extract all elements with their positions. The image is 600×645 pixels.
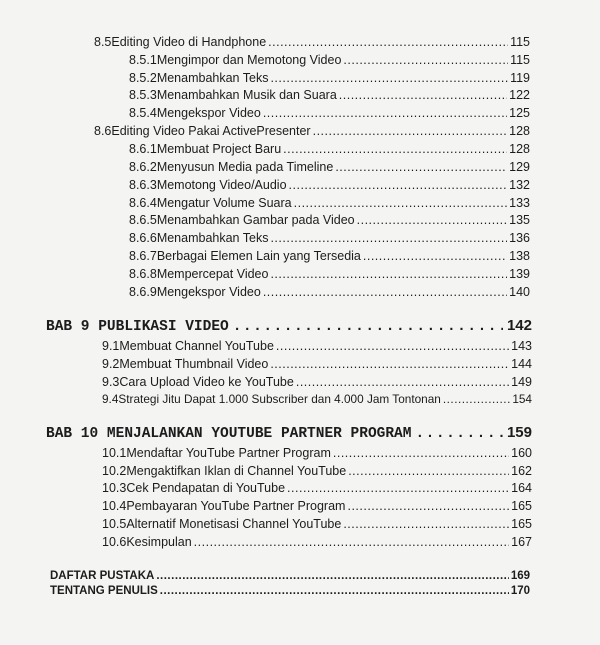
entry-number: 10.1	[102, 446, 127, 460]
entry-title: Menambahkan Teks	[156, 231, 269, 245]
entry-title: Cara Upload Video ke YouTube	[119, 375, 294, 389]
leader-dots	[156, 569, 508, 584]
entry-number: 10.6	[102, 535, 127, 549]
toc-entry-8-6-3	[129, 177, 530, 193]
leader-dots	[263, 284, 507, 300]
entry-page: 162	[511, 464, 532, 478]
entry-title: Menambahkan Gambar pada Video	[156, 213, 355, 227]
entry-title: Memotong Video/Audio	[156, 178, 287, 192]
toc-entry-10-4	[102, 498, 532, 514]
leader-dots	[270, 356, 509, 372]
entry-number: 8.6.8	[129, 267, 157, 281]
entry-number: 10.4	[102, 499, 127, 513]
entry-page: 164	[511, 481, 532, 495]
entry-page: 129	[509, 160, 530, 174]
entry-title: Strategi Jitu Dapat 1.000 Subscriber dan 4.000 Jam Tontonan	[118, 392, 441, 406]
toc-entry-8-6-6	[129, 230, 530, 246]
leader-dots	[363, 248, 507, 264]
leader-dots	[268, 34, 508, 50]
leader-dots	[296, 374, 509, 390]
entry-number: 8.5.3	[129, 88, 157, 102]
leader-dots	[270, 70, 508, 86]
entry-title: Editing Video di Handphone	[111, 35, 267, 49]
chapter-heading-bab-9	[46, 317, 532, 336]
entry-page: 119	[510, 71, 530, 85]
entry-title: Berbagai Elemen Lain yang Tersedia	[156, 249, 361, 263]
entry-page: 170	[510, 585, 530, 597]
toc-entry-8-5-3	[129, 87, 530, 103]
toc-entry-9-2	[102, 356, 532, 372]
entry-number: 8.5.1	[129, 53, 157, 67]
entry-page: 139	[509, 267, 530, 281]
entry-number: 8.6.5	[129, 213, 157, 227]
toc-entry-8-5-1	[129, 52, 530, 68]
toc-entry-10-6	[102, 534, 532, 550]
toc-entry-9-4	[102, 391, 532, 407]
entry-title: Membuat Channel YouTube	[119, 339, 274, 353]
entry-number: 9.3	[102, 375, 120, 389]
entry-title: Membuat Project Baru	[156, 142, 282, 156]
entry-title: Mendaftar YouTube Partner Program	[126, 446, 331, 460]
entry-page: 165	[511, 499, 532, 513]
entry-page: 140	[509, 285, 530, 299]
entry-page: 135	[509, 213, 530, 227]
entry-page: 125	[509, 106, 530, 120]
toc-entry-8-6-2	[129, 159, 530, 175]
toc-entry-8-6-4	[129, 195, 530, 211]
entry-number: 10.3	[102, 481, 127, 495]
leader-dots	[343, 516, 509, 532]
entry-number: 8.6.9	[129, 285, 157, 299]
entry-title: Membuat Thumbnail Video	[119, 357, 269, 371]
leader-dots	[294, 195, 508, 211]
chapter-heading-bab-10	[46, 424, 532, 443]
leader-dots	[270, 266, 507, 282]
leader-dots	[339, 87, 507, 103]
entry-number: 9.1	[102, 339, 120, 353]
toc-entry-9-1	[102, 338, 532, 354]
entry-page: 143	[511, 339, 532, 353]
leader-dots	[194, 534, 509, 550]
toc-entry-8-5-4	[129, 105, 530, 121]
entry-page: 136	[509, 231, 530, 245]
entry-page: 132	[509, 178, 530, 192]
entry-number: 8.6	[94, 124, 112, 138]
entry-page: 144	[511, 357, 532, 371]
entry-title: Menyusun Media pada Timeline	[156, 160, 334, 174]
leader-dots	[357, 212, 508, 228]
toc-entry-8-6-5	[129, 212, 530, 228]
entry-page: 165	[511, 517, 532, 531]
entry-title: Mengatur Volume Suara	[156, 196, 292, 210]
entry-title: Kesimpulan	[126, 535, 192, 549]
entry-number: 10.5	[102, 517, 127, 531]
chapter-title: BAB 10 MENJALANKAN YOUTUBE PARTNER PROGRAM	[46, 426, 412, 442]
entry-page: 167	[511, 535, 532, 549]
leader-dots	[443, 391, 510, 407]
leader-dots	[287, 480, 509, 496]
leader-dots	[233, 318, 503, 336]
entry-number: 8.6.7	[129, 249, 157, 263]
leader-dots	[335, 159, 507, 175]
chapter-page: 159	[506, 424, 532, 441]
entry-number: 8.6.3	[129, 178, 157, 192]
leader-dots	[289, 177, 508, 193]
entry-number: 10.2	[102, 464, 127, 478]
entry-page: 128	[509, 142, 530, 156]
entry-title: Mempercepat Video	[156, 267, 269, 281]
toc-entry-9-3	[102, 374, 532, 390]
entry-title: Pembayaran YouTube Partner Program	[126, 499, 346, 513]
entry-number: 8.5	[94, 35, 112, 49]
leader-dots	[276, 338, 509, 354]
entry-title: TENTANG PENULIS	[50, 585, 158, 597]
entry-title: Alternatif Monetisasi Channel YouTube	[126, 517, 342, 531]
entry-number: 9.2	[102, 357, 120, 371]
leader-dots	[348, 463, 509, 479]
entry-page: 128	[509, 124, 530, 138]
leader-dots	[313, 123, 508, 139]
entry-title: Menambahkan Musik dan Suara	[156, 88, 337, 102]
leader-dots	[263, 105, 507, 121]
entry-page: 133	[509, 196, 530, 210]
leader-dots	[415, 425, 503, 443]
entry-number: 8.6.4	[129, 196, 157, 210]
entry-page: 149	[511, 375, 532, 389]
entry-page: 154	[512, 392, 532, 406]
toc-entry-8-6-9	[129, 284, 530, 300]
entry-number: 8.6.6	[129, 231, 157, 245]
entry-page: 115	[510, 35, 530, 49]
toc-entry-8-6	[94, 123, 530, 139]
toc-entry-daftar-pustaka	[50, 569, 530, 584]
toc-entry-8-6-7	[129, 248, 530, 264]
entry-number: 8.6.2	[129, 160, 157, 174]
entry-title: Mengekspor Video	[156, 106, 261, 120]
toc-entry-10-5	[102, 516, 532, 532]
leader-dots	[343, 52, 508, 68]
toc-entry-8-6-1	[129, 141, 530, 157]
toc-entry-10-3	[102, 480, 532, 496]
entry-page: 122	[509, 88, 530, 102]
entry-title: Cek Pendapatan di YouTube	[126, 481, 286, 495]
chapter-title: BAB 9 PUBLIKASI VIDEO	[46, 319, 229, 335]
entry-number: 9.4	[102, 392, 119, 406]
leader-dots	[160, 584, 509, 599]
entry-number: 8.5.2	[129, 71, 157, 85]
toc-entry-8-5-2	[129, 70, 530, 86]
entry-title: Menambahkan Teks	[156, 71, 269, 85]
leader-dots	[283, 141, 507, 157]
toc-entry-tentang-penulis	[50, 584, 530, 599]
toc-entry-10-2	[102, 463, 532, 479]
toc-entry-10-1	[102, 445, 532, 461]
entry-page: 115	[510, 53, 530, 67]
entry-title: Mengimpor dan Memotong Video	[156, 53, 342, 67]
entry-page: 160	[511, 446, 532, 460]
leader-dots	[270, 230, 507, 246]
entry-number: 8.5.4	[129, 106, 157, 120]
leader-dots	[333, 445, 509, 461]
entry-title: Editing Video Pakai ActivePresenter	[111, 124, 311, 138]
entry-page: 169	[510, 570, 530, 582]
entry-page: 138	[509, 249, 530, 263]
toc-entry-8-5	[94, 34, 530, 50]
entry-title: Mengekspor Video	[156, 285, 261, 299]
entry-number: 8.6.1	[129, 142, 157, 156]
toc-entry-8-6-8	[129, 266, 530, 282]
chapter-page: 142	[506, 317, 532, 334]
entry-title: Mengaktifkan Iklan di Channel YouTube	[126, 464, 347, 478]
entry-title: DAFTAR PUSTAKA	[50, 570, 155, 582]
leader-dots	[347, 498, 509, 514]
